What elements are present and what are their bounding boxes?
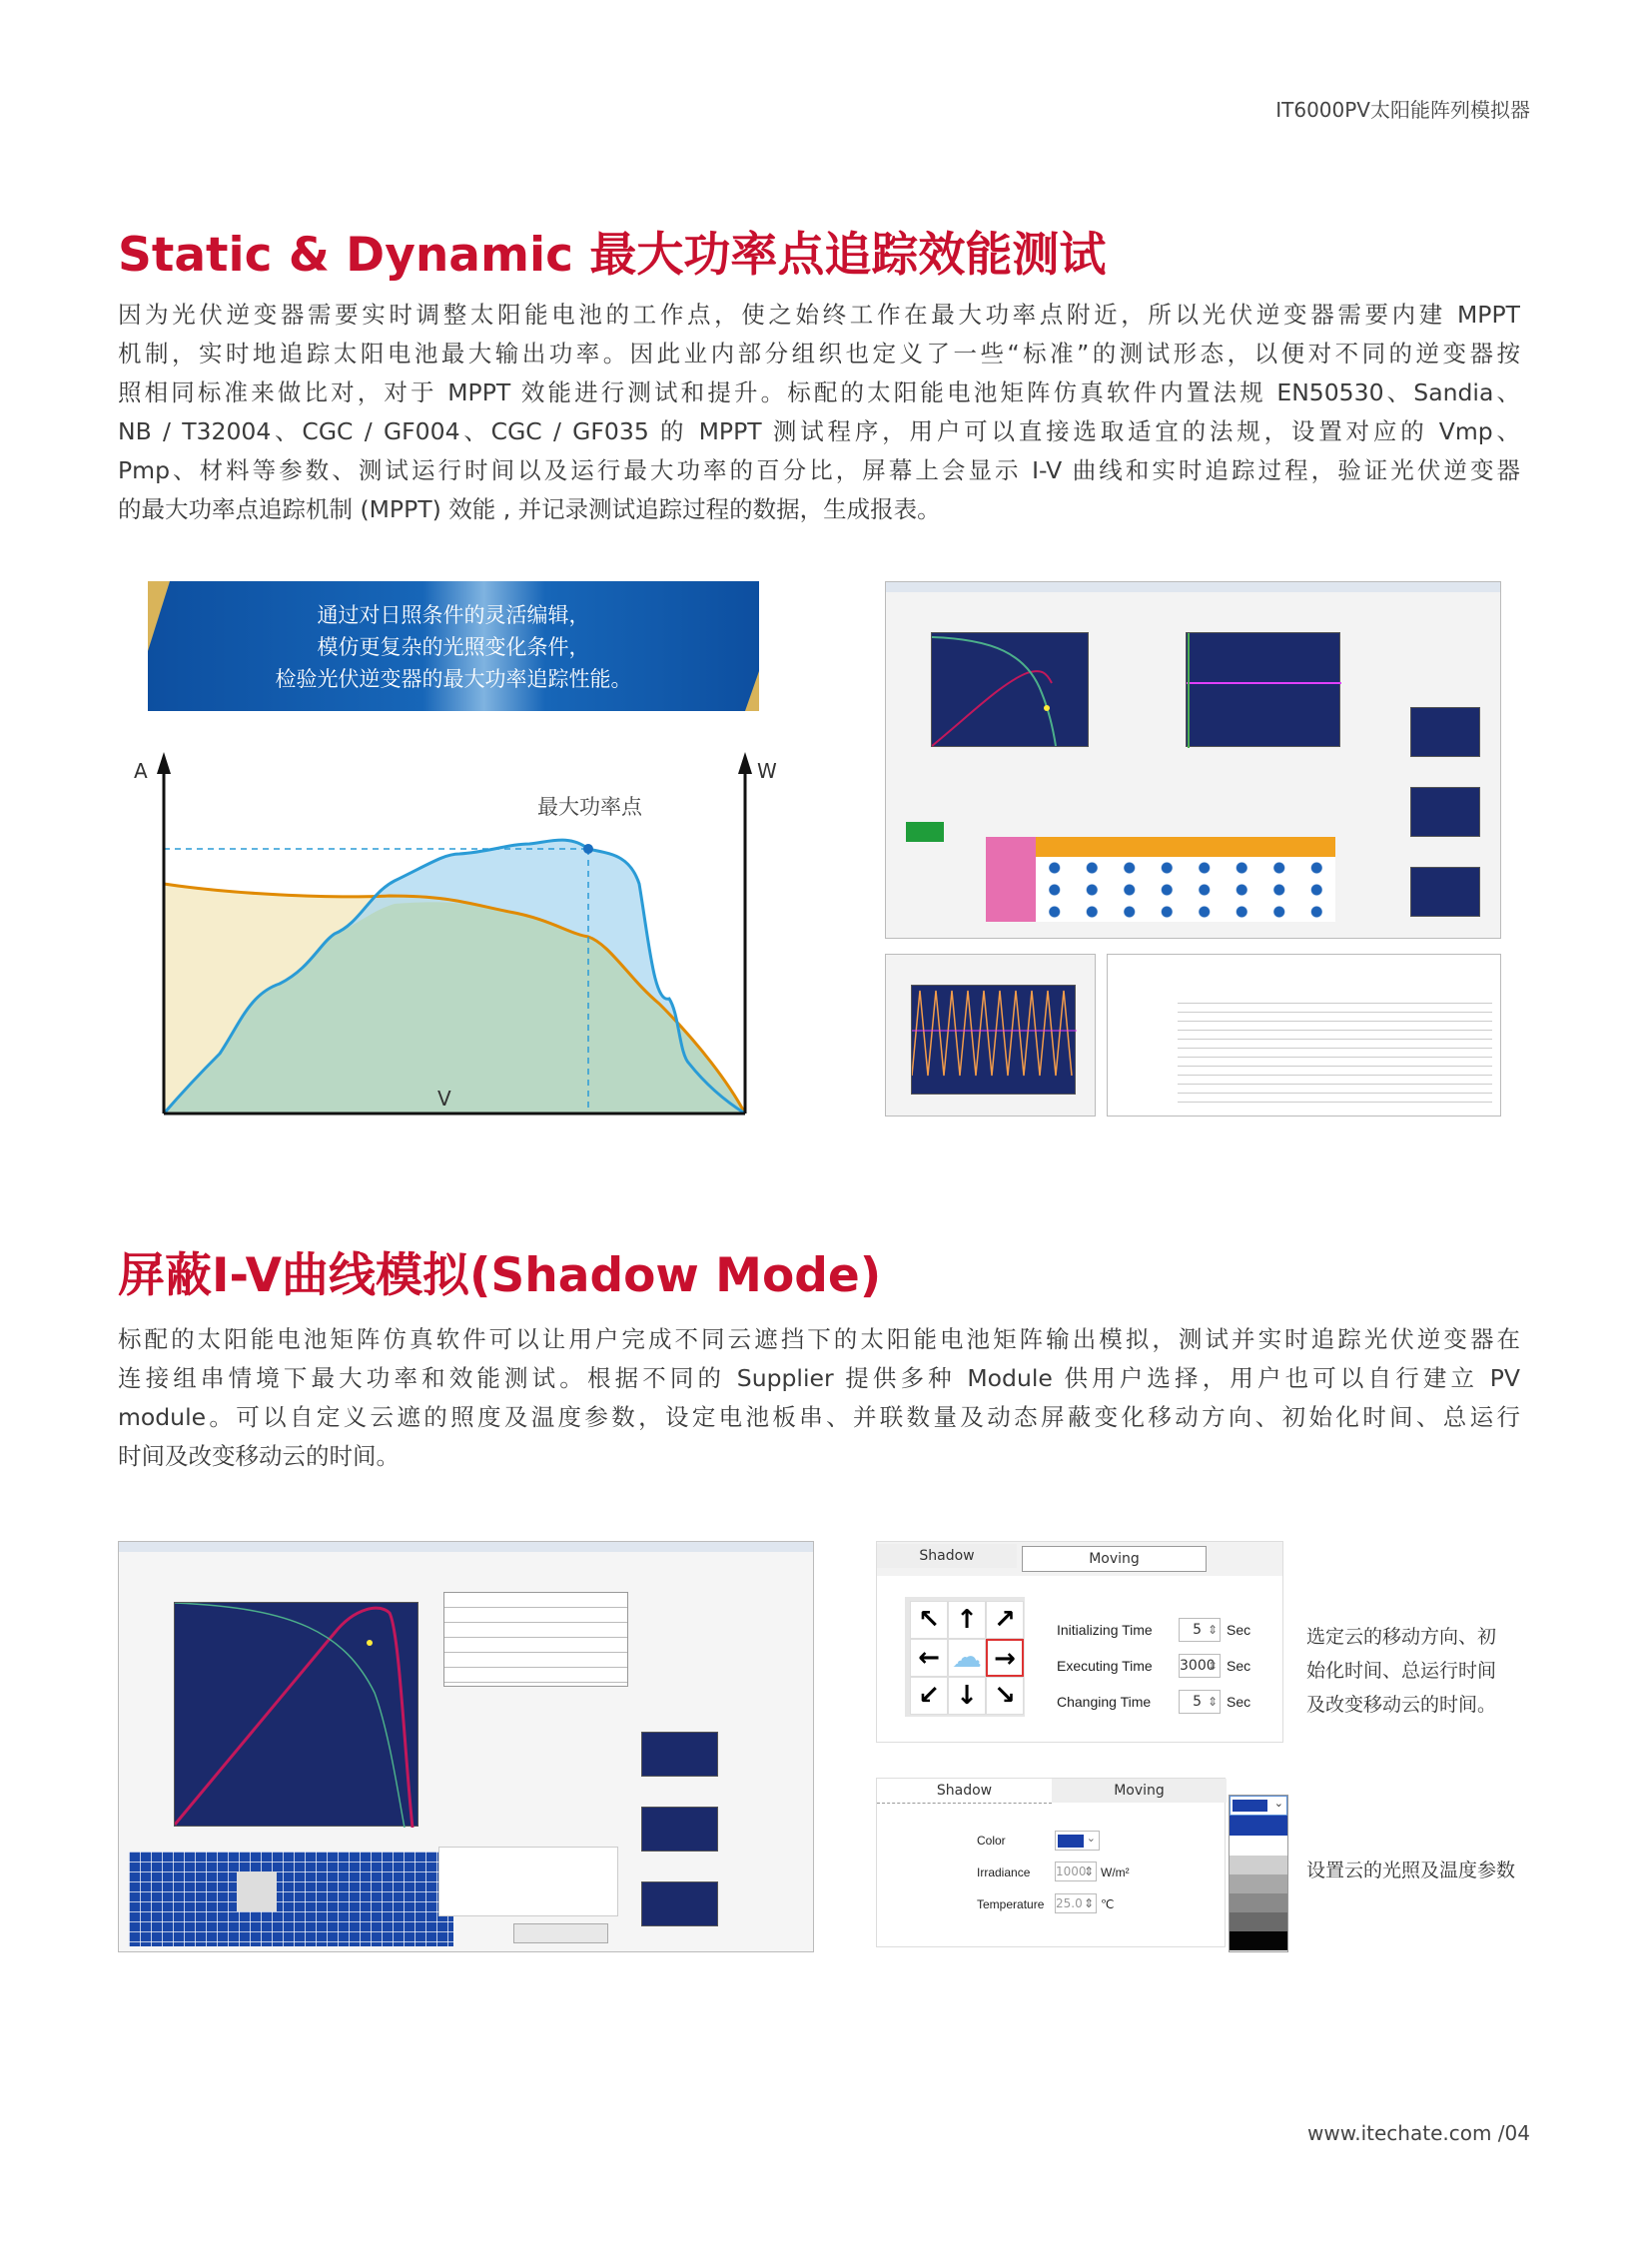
arrow-down-left-icon[interactable]: ↙ xyxy=(910,1677,948,1715)
irradiance-wave-plot xyxy=(911,985,1076,1095)
mpp-diagram xyxy=(130,744,809,1133)
tab-shadow[interactable]: Shadow xyxy=(877,1779,1052,1804)
axis-label-v: V xyxy=(437,1087,451,1111)
color-label: Color xyxy=(977,1834,1006,1848)
arrow-left-icon[interactable]: ← xyxy=(910,1639,948,1677)
arrow-up-icon xyxy=(157,752,171,774)
arrow-up-icon xyxy=(738,752,752,774)
stop-button xyxy=(513,1923,608,1943)
color-dropdown-list xyxy=(1229,1795,1288,1952)
shadow-iv-plot xyxy=(174,1602,418,1827)
moving-caption xyxy=(1306,1620,1496,1722)
text-line: NB / T32004、CGC / GF004、CGC / GF035 的 MPPT 测试程序，用户可以直接选取适宜的法规，设置对应的 Vmp、 xyxy=(118,417,1520,445)
changing-time-label: Changing Time xyxy=(1057,1694,1152,1710)
initializing-time-input[interactable]: 5 ⇕ xyxy=(1179,1618,1221,1642)
text-line: 时间及改变移动云的时间。 xyxy=(118,1442,400,1470)
footer-website-page: www.itechate.com /04 xyxy=(1307,2121,1530,2145)
color-dropdown-header[interactable] xyxy=(1230,1796,1287,1816)
shadow-caption: 设置云的光照及温度参数 xyxy=(1306,1860,1516,1881)
tab-moving[interactable]: Moving xyxy=(1022,1546,1207,1572)
changing-time-input[interactable]: 5 ⇕ xyxy=(1179,1690,1221,1714)
executing-time-label: Executing Time xyxy=(1057,1658,1153,1674)
initializing-time-label: Initializing Time xyxy=(1057,1622,1153,1638)
window-titlebar xyxy=(886,582,1500,592)
text-line: 的最大功率点追踪机制 (MPPT) 效能 , 并记录测试追踪过程的数据，生成报表。 xyxy=(118,495,941,523)
arrow-up-right-icon[interactable]: ↗ xyxy=(986,1601,1024,1639)
text-line: 因为光伏逆变器需要实时调整太阳能电池的工作点，使之始终工作在最大功率点附近，所以光伏逆变器需要内建 MPPT xyxy=(118,301,1520,329)
mppt-description xyxy=(118,296,1520,529)
color-option-blue[interactable] xyxy=(1230,1816,1287,1836)
text-line: 标配的太阳能电池矩阵仿真软件可以让用户完成不同云遮挡下的太阳能电池矩阵输出模拟，测试并实时追踪光伏逆变器在 xyxy=(118,1325,1520,1353)
shadow-description xyxy=(118,1320,1520,1476)
text-line: 照相同标准来做比对，对于 MPPT 效能进行测试和提升。标配的太阳能电池矩阵仿真软件内置法规 EN50530、Sandia、 xyxy=(118,378,1520,406)
unit-label: Sec xyxy=(1227,1622,1251,1638)
unit-label: Sec xyxy=(1227,1694,1251,1710)
mpp-label: 最大功率点 xyxy=(537,795,642,819)
color-option-white[interactable] xyxy=(1230,1836,1287,1856)
text-line: module。可以自定义云遮的照度及温度参数，设定电池板串、并联数量及动态屏蔽变化移动方向、初始化时间、总运行 xyxy=(118,1403,1520,1431)
chevron-down-icon: ⌄ xyxy=(1273,1797,1283,1810)
start-button xyxy=(906,822,944,842)
axis-label-w: W xyxy=(757,759,777,783)
power-trend-plot xyxy=(1410,707,1480,757)
color-option-gray1[interactable] xyxy=(1230,1856,1287,1874)
color-option-black[interactable] xyxy=(1230,1931,1287,1950)
power-trend-plot xyxy=(641,1732,718,1777)
moving-settings-panel xyxy=(876,1541,1283,1743)
axis-label-a: A xyxy=(134,759,148,783)
unit-label: Sec xyxy=(1227,1658,1251,1674)
text-line: 机制，实时地追踪太阳电池最大输出功率。因此业内部分组织也定义了一些“标准”的测试形态，以便对不同的逆变器按 xyxy=(118,340,1520,368)
temperature-label: Temperature xyxy=(977,1897,1045,1911)
arrow-down-right-icon[interactable]: ↘ xyxy=(986,1677,1024,1715)
cloud-icon: ☁ xyxy=(948,1639,986,1677)
irradiance-input[interactable]: 1000 ⇕ xyxy=(1055,1862,1097,1881)
parameter-column xyxy=(986,837,1036,922)
knob-grid xyxy=(1036,857,1335,922)
pv-panel-grid xyxy=(129,1852,453,1946)
irradiance-plot xyxy=(1186,632,1340,747)
color-option-gray3[interactable] xyxy=(1230,1893,1287,1912)
banner-line: 通过对日照条件的灵活编辑， xyxy=(317,603,590,627)
temperature-input[interactable]: 25.0 ⇕ xyxy=(1055,1893,1097,1913)
color-option-gray2[interactable] xyxy=(1230,1874,1287,1893)
irradiance-line-screenshot xyxy=(885,954,1096,1117)
text-line: Pmp、材料等参数、测试运行时间以及运行最大功率的百分比，屏幕上会显示 I-V 曲线和实时追踪过程，验证光伏逆变器 xyxy=(118,456,1520,484)
caption-line: 始化时间、总运行时间 xyxy=(1306,1660,1497,1682)
mppt-software-screenshot xyxy=(885,581,1501,939)
banner-line: 模仿更复杂的光照变化条件， xyxy=(317,635,590,659)
current-trend-plot xyxy=(1410,867,1480,917)
chevron-down-icon: ⌄ xyxy=(1086,1832,1096,1845)
caption-line: 及改变移动云的时间。 xyxy=(1306,1694,1497,1716)
color-select[interactable] xyxy=(1055,1831,1100,1851)
irradiance-label: Irradiance xyxy=(977,1866,1031,1879)
color-swatch xyxy=(1058,1835,1084,1848)
product-header: IT6000PV太阳能阵列模拟器 xyxy=(1275,98,1530,122)
test-table xyxy=(1178,995,1492,1110)
section-title-shadow: 屏蔽I-V曲线模拟(Shadow Mode) xyxy=(118,1248,882,1303)
mpp-marker xyxy=(583,844,593,854)
arrow-right-icon[interactable]: → xyxy=(986,1639,1024,1677)
tab-moving[interactable]: Moving xyxy=(1052,1779,1227,1803)
feature-banner xyxy=(148,581,759,711)
banner-line: 检验光伏逆变器的最大功率追踪性能。 xyxy=(275,667,632,691)
tab-shadow[interactable]: Shadow xyxy=(877,1544,1017,1568)
arrow-up-left-icon[interactable]: ↖ xyxy=(910,1601,948,1639)
shadow-software-screenshot xyxy=(118,1541,814,1952)
dynamic-test-table-screenshot xyxy=(1107,954,1501,1117)
curve-points-table xyxy=(443,1592,628,1687)
section-title-mppt: Static & Dynamic 最大功率点追踪效能测试 xyxy=(118,228,1107,283)
current-trend-plot xyxy=(641,1881,718,1926)
iv-curve-plot xyxy=(931,632,1089,747)
unit-label: W/m² xyxy=(1101,1866,1130,1879)
shadow-settings-panel xyxy=(876,1778,1226,1947)
irradiance-header-row xyxy=(1036,837,1335,857)
voltage-trend-plot xyxy=(1410,787,1480,837)
caption-line: 选定云的移动方向、初 xyxy=(1306,1626,1497,1648)
arrow-up-icon[interactable]: ↑ xyxy=(948,1601,986,1639)
text-line: 连接组串情境下最大功率和效能测试。根据不同的 Supplier 提供多种 Module 供用户选择，用户也可以自行建立 PV xyxy=(118,1364,1520,1392)
color-option-gray4[interactable] xyxy=(1230,1912,1287,1931)
executing-time-input[interactable]: 3000 ⇕ xyxy=(1179,1654,1221,1678)
shadow-tab-panel xyxy=(438,1847,618,1916)
voltage-trend-plot xyxy=(641,1807,718,1852)
cloud-shadow-cells xyxy=(237,1871,277,1911)
unit-label: ℃ xyxy=(1101,1897,1115,1911)
arrow-down-icon[interactable]: ↓ xyxy=(948,1677,986,1715)
window-titlebar xyxy=(119,1542,813,1552)
